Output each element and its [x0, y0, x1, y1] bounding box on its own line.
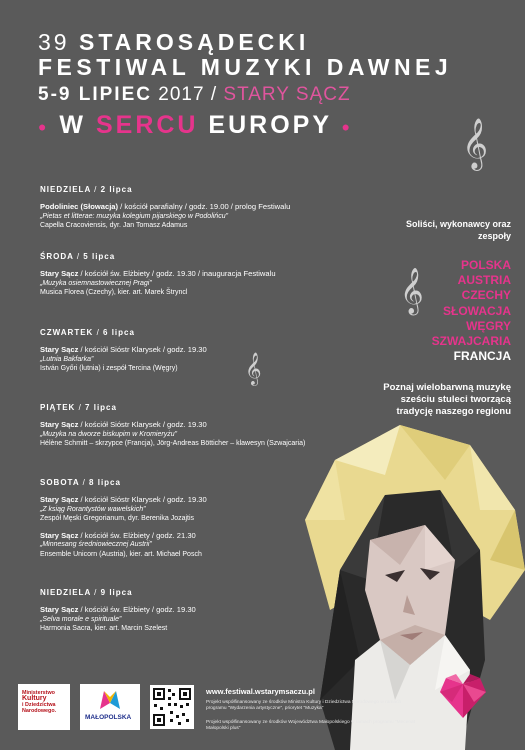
ministry-logo: Ministerstwo Kultury i Dziedzictwa Narodowego.	[18, 684, 70, 730]
day-date: 2 lipca	[100, 185, 133, 194]
event-performers: István Győri (lutnia) i zespół Tercina (Węgry)	[40, 365, 178, 373]
event-title: „Minnesang średniowiecznej Austrii”	[40, 541, 152, 549]
country-item: SZWAJCARIA	[431, 334, 511, 349]
event-place: Stary Sącz	[40, 269, 79, 278]
treble-clef-icon: 𝄞	[462, 118, 489, 169]
event-entry: Stary Sącz / kościół św. Elżbiety / godz. 21.30 „Minnesang średniowiecznej Austrii” Ensemble Unicorn (Austria), kier. art. Michael Posch	[40, 531, 380, 560]
malopolska-logo: MAŁOPOLSKA	[80, 684, 140, 730]
event-title: „Lutnia Bakfarka”	[40, 355, 94, 363]
festival-year: 2017	[158, 84, 205, 105]
day-label: NIEDZIELA	[40, 185, 91, 194]
heart-logo-icon	[438, 672, 488, 720]
event-place: Stary Sącz	[40, 345, 79, 354]
event-entry: Stary Sącz / kościół Sióstr Klarysek / godz. 19.30 „Z ksiąg Rorantystów wawelskich” Zespół Męski Gregorianum, dyr. Berenika Jozajtis	[40, 495, 380, 524]
dot-icon: ●	[38, 118, 50, 135]
event-entry: Stary Sącz / kościół Sióstr Klarysek / godz. 19.30 „Muzyka na dworze biskupim w Kromieryżu” Hélène Schmitt – skrzypce (Francja), Jörg-Andreas Bötticher – klawesyn (Szwajcaria)	[40, 420, 380, 449]
country-item: WĘGRY	[466, 318, 511, 333]
event-title: „Muzyka osiemnastowiecznej Pragi”	[40, 279, 152, 287]
event-place: Stary Sącz	[40, 605, 79, 614]
country-item: AUSTRIA	[457, 273, 511, 288]
event-title: „Z ksiąg Rorantystów wawelskich”	[40, 505, 146, 513]
day-date: 9 lipca	[100, 588, 133, 597]
festival-dates: 5-9 LIPIEC	[38, 84, 152, 105]
country-item: SŁOWACJA	[442, 303, 511, 318]
event-place: Podoliniec (Słowacja)	[40, 202, 119, 211]
event-place: Stary Sącz	[40, 530, 79, 540]
sponsors-footer	[0, 682, 525, 750]
header-slash: /	[210, 84, 218, 105]
event-performers: Zespół Męski Gregorianum, dyr. Berenika Jozajtis	[40, 515, 195, 523]
festival-place: STARY SĄCZ	[223, 84, 351, 105]
festival-name-line1: STAROSĄDECKI	[78, 29, 310, 55]
event-entry: Stary Sącz / kościół św. Elżbiety / godz. 19.30 / inauguracja Festiwalu „Muzyka osiemnastowiecznej Pragi” Musica Florea (Czechy), kier. art. Marek Štryncl	[40, 269, 380, 298]
edition-number: 39	[38, 29, 70, 55]
treble-clef-icon: 𝄞	[245, 352, 262, 385]
day-block: CZWARTEK / 6 lipca Stary Sącz / kościół Sióstr Klarysek / godz. 19.30 „Lutnia Bakfarka” István Győri (lutnia) i zespół Tercina (Węgry)	[40, 328, 380, 380]
day-block: PIĄTEK / 7 lipca Stary Sącz / kościół Sióstr Klarysek / godz. 19.30 „Muzyka na dworze biskupim w Kromieryżu” Hélène Schmitt – skrzypce (Francja), Jörg-Andreas Bötticher – klawesyn (Szwajcaria)	[40, 403, 380, 455]
funding-note: Projekt współfinansowany ze środków Województwa Małopolskiego w ramach programu "Mecenat Małopolski plus"	[206, 720, 416, 731]
event-title: „Selva morale e spirituale”	[40, 615, 122, 623]
treble-clef-icon: 𝄞	[400, 268, 424, 314]
event-details: kościół św. Elżbiety / godz. 21.30	[84, 530, 196, 540]
day-label: PIĄTEK	[40, 403, 76, 412]
dot-icon: ●	[341, 118, 353, 135]
festival-website-link[interactable]: www.festiwal.wstarymsaczu.pl	[206, 687, 315, 696]
day-label: ŚRODA	[40, 252, 74, 261]
event-details: kościół Sióstr Klarysek / godz. 19.30	[84, 345, 207, 354]
event-details: kościół św. Elżbiety / godz. 19.30 / inauguracja Festiwalu	[84, 269, 276, 278]
qr-code[interactable]	[150, 685, 194, 729]
event-entry: Stary Sącz / kościół św. Elżbiety / godz. 19.30 „Selva morale e spirituale” Harmonia Sacra, kier. art. Marcin Szelest	[40, 605, 380, 634]
day-date: 8 lipca	[89, 478, 121, 487]
event-place: Stary Sącz	[40, 420, 79, 429]
motto-highlight: SERCU	[95, 111, 199, 139]
event-title: „Pietas et litterae: muzyka kolegium pijarskiego w Podolińcu”	[40, 212, 228, 220]
country-item: FRANCJA	[453, 349, 511, 364]
event-performers: Harmonia Sacra, kier. art. Marcin Szelest	[40, 625, 168, 633]
event-details: kościół parafialny / godz. 19.00 / prolog Festiwalu	[124, 202, 291, 211]
day-date: 5 lipca	[83, 252, 116, 261]
day-label: NIEDZIELA	[40, 588, 91, 597]
event-details: kościół Sióstr Klarysek / godz. 19.30	[84, 420, 207, 429]
event-performers: Capella Cracoviensis, dyr. Jan Tomasz Adamus	[40, 222, 188, 230]
day-label: SOBOTA	[40, 478, 80, 487]
performers-heading: Soliści, wykonawcy oraz zespoły	[405, 219, 511, 241]
qr-code-icon	[150, 685, 194, 729]
day-block: NIEDZIELA / 9 lipca Stary Sącz / kościół św. Elżbiety / godz. 19.30 „Selva morale e spirituale” Harmonia Sacra, kier. art. Marcin Szelest	[40, 588, 380, 640]
malopolska-emblem-icon	[98, 689, 122, 711]
event-title: „Muzyka na dworze biskupim w Kromieryżu”	[40, 430, 177, 438]
poster-header	[38, 30, 508, 141]
funding-note: Projekt współfinansowany ze środków Ministra Kultury i Dziedzictwa Narodowego w ramach programu "Wydarzenia artystyczne", priorytet "Muzyka"	[206, 700, 402, 711]
day-block: ŚRODA / 5 lipca Stary Sącz / kościół św. Elżbiety / godz. 19.30 / inauguracja Festiwalu „Muzyka osiemnastowiecznej Pragi” Musica Florea (Czechy), kier. art. Marek Štryncl	[40, 252, 380, 304]
event-details: kościół Sióstr Klarysek / godz. 19.30	[84, 495, 207, 504]
day-block: NIEDZIELA / 2 lipca Podoliniec (Słowacja) / kościół parafialny / godz. 19.00 / prolog Festiwalu „Pietas et litterae: muzyka kolegium pijarskiego w Podolińcu” Capella Cracoviensis, dyr. Jan Tomasz Adamus	[40, 185, 380, 237]
day-date: 7 lipca	[85, 403, 117, 412]
country-item: POLSKA	[460, 258, 511, 272]
day-label: CZWARTEK	[40, 328, 94, 337]
event-details: kościół św. Elżbiety / godz. 19.30	[84, 605, 196, 614]
tagline: Poznaj wielobarwną muzykę sześciu stuleci tworzącą tradycję naszego regionu	[383, 382, 511, 417]
country-item: CZECHY	[461, 288, 511, 303]
festival-motto: ● W SERCU EUROPY ●	[38, 111, 353, 139]
festival-name-line2: FESTIWAL MUZYKI DAWNEJ	[38, 54, 453, 80]
country-list	[432, 258, 511, 364]
event-performers: Ensemble Unicorn (Austria), kier. art. Michael Posch	[40, 550, 202, 558]
day-date: 6 lipca	[103, 328, 135, 337]
day-block: SOBOTA / 8 lipca Stary Sącz / kościół Sióstr Klarysek / godz. 19.30 „Z ksiąg Rorantystów wawelskich” Zespół Męski Gregorianum, dyr. Berenika Jozajtis Stary Sącz / kościół św. Elżbiety / godz. 21.30 „Minnesang średniowiecznej Austrii” Ensemble Unicorn (Austria), kier. art. Michael Posch	[40, 478, 380, 566]
event-entry: Podoliniec (Słowacja) / kościół parafialny / godz. 19.00 / prolog Festiwalu „Pietas et litterae: muzyka kolegium pijarskiego w Podolińcu” Capella Cracoviensis, dyr. Jan Tomasz Adamus	[40, 202, 380, 231]
event-performers: Hélène Schmitt – skrzypce (Francja), Jörg-Andreas Bötticher – klawesyn (Szwajcaria)	[40, 440, 306, 448]
event-entry: Stary Sącz / kościół Sióstr Klarysek / godz. 19.30 „Lutnia Bakfarka” István Győri (lutnia) i zespół Tercina (Węgry)	[40, 345, 380, 374]
event-performers: Musica Florea (Czechy), kier. art. Marek Štryncl	[40, 289, 188, 297]
event-place: Stary Sącz	[40, 495, 79, 504]
